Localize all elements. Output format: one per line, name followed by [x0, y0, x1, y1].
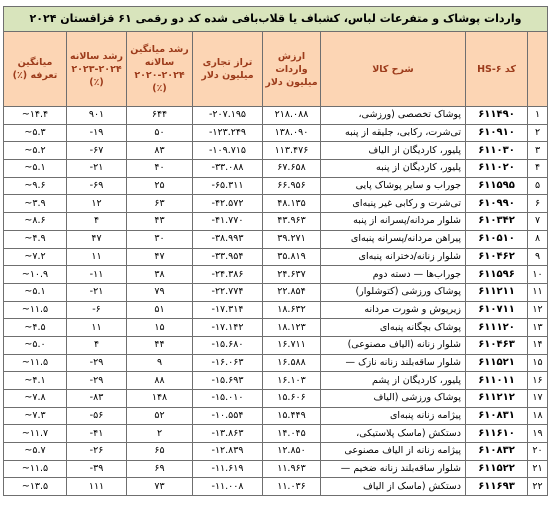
hs-code-cell: ۶۱۰۴۶۲	[466, 248, 528, 266]
trade-balance-cell: ۱۳.۸۶۳-	[193, 425, 263, 443]
growth-5yr-cell: ۵۱	[127, 301, 193, 319]
row-number-cell: ۱۶	[528, 372, 548, 390]
table-row	[3, 354, 547, 372]
hs-code-cell: ۶۱۰۸۳۲	[466, 443, 528, 461]
import-value-cell: ۶۷.۶۵۸	[263, 160, 321, 178]
row-number-cell: ۲۲	[528, 478, 548, 496]
hs-code-cell: ۶۱۱۱۲۰	[466, 319, 528, 337]
description-cell: پیژامه زنانه پنبه‌ای	[321, 407, 466, 425]
import-value-cell: ۱۵.۴۴۹	[263, 407, 321, 425]
header-row-number	[528, 32, 548, 107]
import-value-cell: ۲۲.۸۵۴	[263, 283, 321, 301]
growth-annual-cell: ۱۱	[67, 319, 127, 337]
growth-5yr-cell: ۶۳	[127, 195, 193, 213]
tariff-cell: ۱۱.۵~	[3, 460, 66, 478]
table-row	[3, 425, 547, 443]
description-cell: پوشاک ورزشی (الیاف	[321, 390, 466, 408]
import-value-cell: ۲۱۸.۰۸۸	[263, 107, 321, 125]
tariff-cell: ۵.۱~	[3, 283, 66, 301]
table-row	[3, 230, 547, 248]
trade-balance-cell: ۶۵.۳۱۱-	[193, 177, 263, 195]
import-value-cell: ۱۶.۱۰۳	[263, 372, 321, 390]
row-number-cell: ۷	[528, 213, 548, 231]
header-trade-balance: تراز تجاری میلیون دلار	[193, 32, 263, 107]
hs-code-cell: ۶۱۰۹۹۰	[466, 195, 528, 213]
description-cell: پوشاک ورزشی (کتوشلوار)	[321, 283, 466, 301]
hs-code-cell: ۶۱۰۴۶۳	[466, 336, 528, 354]
growth-annual-cell: ۱۲	[67, 195, 127, 213]
header-tariff: میانگین تعرفه (٪)	[3, 32, 66, 107]
table-row	[3, 283, 547, 301]
import-value-cell: ۶۶.۹۵۶	[263, 177, 321, 195]
tariff-cell: ۳.۹~	[3, 195, 66, 213]
tariff-cell: ۹.۶~	[3, 177, 66, 195]
row-number-cell: ۲	[528, 124, 548, 142]
growth-annual-cell: ۲۱-	[67, 283, 127, 301]
table-row	[3, 390, 547, 408]
table-row	[3, 142, 547, 160]
growth-annual-cell: ۶-	[67, 301, 127, 319]
tariff-cell: ۱۱.۵~	[3, 301, 66, 319]
description-cell: دستکش (ماسک از الیاف	[321, 478, 466, 496]
row-number-cell: ۲۰	[528, 443, 548, 461]
hs-code-cell: ۶۱۱۲۱۲	[466, 390, 528, 408]
table-row	[3, 319, 547, 337]
growth-annual-cell: ۱۱۱	[67, 478, 127, 496]
header-description: شرح کالا	[321, 32, 466, 107]
trade-balance-cell: ۲۰۷.۱۹۵-	[193, 107, 263, 125]
import-table	[3, 6, 548, 496]
description-cell: شلوار مردانه/پسرانه از پنبه	[321, 213, 466, 231]
row-number-cell: ۱۰	[528, 266, 548, 284]
growth-5yr-cell: ۷۹	[127, 283, 193, 301]
growth-annual-cell: ۱۹-	[67, 124, 127, 142]
row-number-cell: ۱۴	[528, 336, 548, 354]
tariff-cell: ۴.۹~	[3, 230, 66, 248]
trade-balance-cell: ۳۳.۹۵۴-	[193, 248, 263, 266]
import-value-cell: ۱۵.۶۰۶	[263, 390, 321, 408]
tariff-cell: ۵.۳~	[3, 124, 66, 142]
hs-code-cell: ۶۱۰۵۱۰	[466, 230, 528, 248]
description-cell: تی‌شرت، رکابی، جلیقه از پنبه	[321, 124, 466, 142]
growth-5yr-cell: ۶۵	[127, 443, 193, 461]
description-cell: زیرپوش و شورت مردانه	[321, 301, 466, 319]
import-value-cell: ۱۴.۰۴۵	[263, 425, 321, 443]
tariff-cell: ۵.۷~	[3, 443, 66, 461]
trade-balance-cell: ۱۲۳.۲۴۹-	[193, 124, 263, 142]
hs-code-cell: ۶۱۱۵۹۶	[466, 266, 528, 284]
tariff-cell: ۵.۱~	[3, 160, 66, 178]
header-growth-annual: رشد سالانه ۲۰۲۴-۲۰۲۳ (٪)	[67, 32, 127, 107]
description-cell: پیژامه زنانه از الیاف مصنوعی	[321, 443, 466, 461]
tariff-cell: ۵.۰~	[3, 336, 66, 354]
hs-code-cell: ۶۱۰۳۴۲	[466, 213, 528, 231]
table-row	[3, 478, 547, 496]
row-number-cell: ۱۵	[528, 354, 548, 372]
tariff-cell: ۱۴.۴~	[3, 107, 66, 125]
hs-code-cell: ۶۱۱۶۹۳	[466, 478, 528, 496]
growth-5yr-cell: ۷۳	[127, 478, 193, 496]
hs-code-cell: ۶۱۱۶۱۰	[466, 425, 528, 443]
trade-balance-cell: ۱۲.۸۳۹-	[193, 443, 263, 461]
trade-balance-cell: ۱۵.۶۹۳-	[193, 372, 263, 390]
growth-5yr-cell: ۲۵	[127, 177, 193, 195]
table-row	[3, 443, 547, 461]
row-number-cell: ۸	[528, 230, 548, 248]
growth-annual-cell: ۴۱-	[67, 425, 127, 443]
growth-5yr-cell: ۶۴۴	[127, 107, 193, 125]
trade-balance-cell: ۴۱.۷۷۰-	[193, 213, 263, 231]
growth-annual-cell: ۱۱	[67, 248, 127, 266]
growth-annual-cell: ۲۹-	[67, 354, 127, 372]
table-row	[3, 301, 547, 319]
tariff-cell: ۷.۳~	[3, 407, 66, 425]
growth-annual-cell: ۲۱-	[67, 160, 127, 178]
tariff-cell: ۱۱.۵~	[3, 354, 66, 372]
description-cell: دستکش (ماسک پلاستیکی،	[321, 425, 466, 443]
hs-code-cell: ۶۱۱۰۲۰	[466, 160, 528, 178]
table-row	[3, 460, 547, 478]
row-number-cell: ۳	[528, 142, 548, 160]
table-row	[3, 124, 547, 142]
description-cell: شلوار زنانه (الیاف مصنوعی)	[321, 336, 466, 354]
row-number-cell: ۹	[528, 248, 548, 266]
hs-code-cell: ۶۱۱۲۱۱	[466, 283, 528, 301]
trade-balance-cell: ۴۲.۵۷۲-	[193, 195, 263, 213]
table-row	[3, 107, 547, 125]
tariff-cell: ۴.۵~	[3, 319, 66, 337]
tariff-cell: ۱۰.۹~	[3, 266, 66, 284]
growth-5yr-cell: ۱۵	[127, 319, 193, 337]
growth-annual-cell: ۴	[67, 336, 127, 354]
hs-code-cell: ۶۱۱۴۹۰	[466, 107, 528, 125]
row-number-cell: ۱۸	[528, 407, 548, 425]
import-value-cell: ۱۶.۷۱۱	[263, 336, 321, 354]
description-cell: پلیور، کاردیگان از الیاف	[321, 142, 466, 160]
trade-balance-cell: ۳۸.۹۹۳-	[193, 230, 263, 248]
import-value-cell: ۳۹.۲۷۱	[263, 230, 321, 248]
description-cell: جوراب‌ها — دسته دوم	[321, 266, 466, 284]
description-cell: پلیور، کاردیگان از پشم	[321, 372, 466, 390]
import-value-cell: ۱۱.۹۶۳	[263, 460, 321, 478]
growth-annual-cell: ۴	[67, 213, 127, 231]
table-row	[3, 266, 547, 284]
hs-code-cell: ۶۱۰۹۱۰	[466, 124, 528, 142]
description-cell: پلیور، کاردیگان از پنبه	[321, 160, 466, 178]
import-value-cell: ۴۳.۹۶۳	[263, 213, 321, 231]
hs-code-cell: ۶۱۰۸۳۱	[466, 407, 528, 425]
description-cell: جوراب و سایر پوشاک پایی	[321, 177, 466, 195]
table-body	[3, 107, 547, 496]
description-cell: پیراهن مردانه/پسرانه پنبه‌ای	[321, 230, 466, 248]
row-number-cell: ۱۳	[528, 319, 548, 337]
table-row	[3, 160, 547, 178]
tariff-cell: ۸.۶~	[3, 213, 66, 231]
header-growth-5yr: رشد میانگین سالانه ۲۰۲۴-۲۰۲۰ (٪)	[127, 32, 193, 107]
row-number-cell: ۲۱	[528, 460, 548, 478]
growth-5yr-cell: ۸۸	[127, 372, 193, 390]
import-value-cell: ۳۵.۸۱۹	[263, 248, 321, 266]
hs-code-cell: ۶۱۱۵۲۲	[466, 460, 528, 478]
hs-code-cell: ۶۱۰۷۱۱	[466, 301, 528, 319]
import-value-cell: ۱۶.۵۸۸	[263, 354, 321, 372]
row-number-cell: ۱۱	[528, 283, 548, 301]
description-cell: شلوار ساقه‌بلند زنانه نازک —	[321, 354, 466, 372]
row-number-cell: ۵	[528, 177, 548, 195]
tariff-cell: ۱۳.۵~	[3, 478, 66, 496]
growth-5yr-cell: ۹	[127, 354, 193, 372]
import-value-cell: ۱۲.۸۵۰	[263, 443, 321, 461]
row-number-cell: ۱۹	[528, 425, 548, 443]
table-row	[3, 407, 547, 425]
tariff-cell: ۵.۲~	[3, 142, 66, 160]
growth-annual-cell: ۸۳-	[67, 390, 127, 408]
growth-annual-cell: ۱۱-	[67, 266, 127, 284]
table-row	[3, 372, 547, 390]
row-number-cell: ۶	[528, 195, 548, 213]
import-value-cell: ۱۸.۱۲۳	[263, 319, 321, 337]
trade-balance-cell: ۱۷.۳۱۴-	[193, 301, 263, 319]
row-number-cell: ۱	[528, 107, 548, 125]
trade-balance-cell: ۱۰.۵۵۴-	[193, 407, 263, 425]
hs-code-cell: ۶۱۱۵۹۵	[466, 177, 528, 195]
tariff-cell: ۷.۲~	[3, 248, 66, 266]
table-row	[3, 195, 547, 213]
growth-annual-cell: ۴۷	[67, 230, 127, 248]
growth-5yr-cell: ۵۲	[127, 407, 193, 425]
trade-balance-cell: ۱۶.۰۶۳-	[193, 354, 263, 372]
description-cell: شلوار ساقه‌بلند زنانه ضخیم —	[321, 460, 466, 478]
growth-5yr-cell: ۴۴	[127, 336, 193, 354]
import-value-cell: ۱۳۸.۰۹۰	[263, 124, 321, 142]
tariff-cell: ۴.۱~	[3, 372, 66, 390]
import-value-cell: ۱۸.۶۳۲	[263, 301, 321, 319]
growth-5yr-cell: ۸۳	[127, 142, 193, 160]
growth-annual-cell: ۶۷-	[67, 142, 127, 160]
description-cell: پوشاک تخصصی (ورزشی،	[321, 107, 466, 125]
trade-balance-cell: ۱۵.۰۱۰-	[193, 390, 263, 408]
table-row	[3, 177, 547, 195]
growth-5yr-cell: ۱۴۸	[127, 390, 193, 408]
growth-5yr-cell: ۴۷	[127, 248, 193, 266]
trade-balance-cell: ۱۵.۶۸۰-	[193, 336, 263, 354]
trade-balance-cell: ۱۷.۱۴۲-	[193, 319, 263, 337]
tariff-cell: ۱۱.۷~	[3, 425, 66, 443]
import-value-cell: ۲۴.۶۳۷	[263, 266, 321, 284]
header-code: کد HS-۶	[466, 32, 528, 107]
growth-5yr-cell: ۴۰	[127, 160, 193, 178]
growth-5yr-cell: ۴۳	[127, 213, 193, 231]
hs-code-cell: ۶۱۱۰۱۱	[466, 372, 528, 390]
import-value-cell: ۱۱.۰۳۶	[263, 478, 321, 496]
table-row	[3, 213, 547, 231]
trade-balance-cell: ۲۲.۷۷۴-	[193, 283, 263, 301]
description-cell: پوشاک بچگانه پنبه‌ای	[321, 319, 466, 337]
row-number-cell: ۴	[528, 160, 548, 178]
growth-annual-cell: ۳۹-	[67, 460, 127, 478]
growth-5yr-cell: ۶۹	[127, 460, 193, 478]
trade-balance-cell: ۱۰۹.۷۱۵-	[193, 142, 263, 160]
description-cell: تی‌شرت و رکابی غیر پنبه‌ای	[321, 195, 466, 213]
table-row	[3, 248, 547, 266]
row-number-cell: ۱۷	[528, 390, 548, 408]
trade-balance-cell: ۱۱.۶۱۹-	[193, 460, 263, 478]
trade-balance-cell: ۱۱.۰۰۸-	[193, 478, 263, 496]
growth-annual-cell: ۵۶-	[67, 407, 127, 425]
growth-5yr-cell: ۳۰	[127, 230, 193, 248]
import-value-cell: ۴۸.۱۳۵	[263, 195, 321, 213]
tariff-cell: ۷.۸~	[3, 390, 66, 408]
growth-5yr-cell: ۳۸	[127, 266, 193, 284]
description-cell: شلوار زنانه/دخترانه پنبه‌ای	[321, 248, 466, 266]
trade-balance-cell: ۳۳.۰۸۸-	[193, 160, 263, 178]
import-value-cell: ۱۱۳.۴۷۶	[263, 142, 321, 160]
growth-5yr-cell: ۵۰	[127, 124, 193, 142]
header-import-value: ارزش واردات میلیون دلار	[263, 32, 321, 107]
growth-annual-cell: ۹۰۱	[67, 107, 127, 125]
table-row	[3, 336, 547, 354]
hs-code-cell: ۶۱۱۵۲۱	[466, 354, 528, 372]
growth-5yr-cell: ۲	[127, 425, 193, 443]
growth-annual-cell: ۶۹-	[67, 177, 127, 195]
trade-balance-cell: ۲۴.۳۸۶-	[193, 266, 263, 284]
growth-annual-cell: ۲۹-	[67, 372, 127, 390]
growth-annual-cell: ۲۶-	[67, 443, 127, 461]
hs-code-cell: ۶۱۱۰۳۰	[466, 142, 528, 160]
table-title: واردات پوشاک و متفرعات لباس، کشباف یا قلاب‌بافی شده کد دو رقمی ۶۱ قزاقستان ۲۰۲۴	[3, 7, 547, 32]
row-number-cell: ۱۲	[528, 301, 548, 319]
